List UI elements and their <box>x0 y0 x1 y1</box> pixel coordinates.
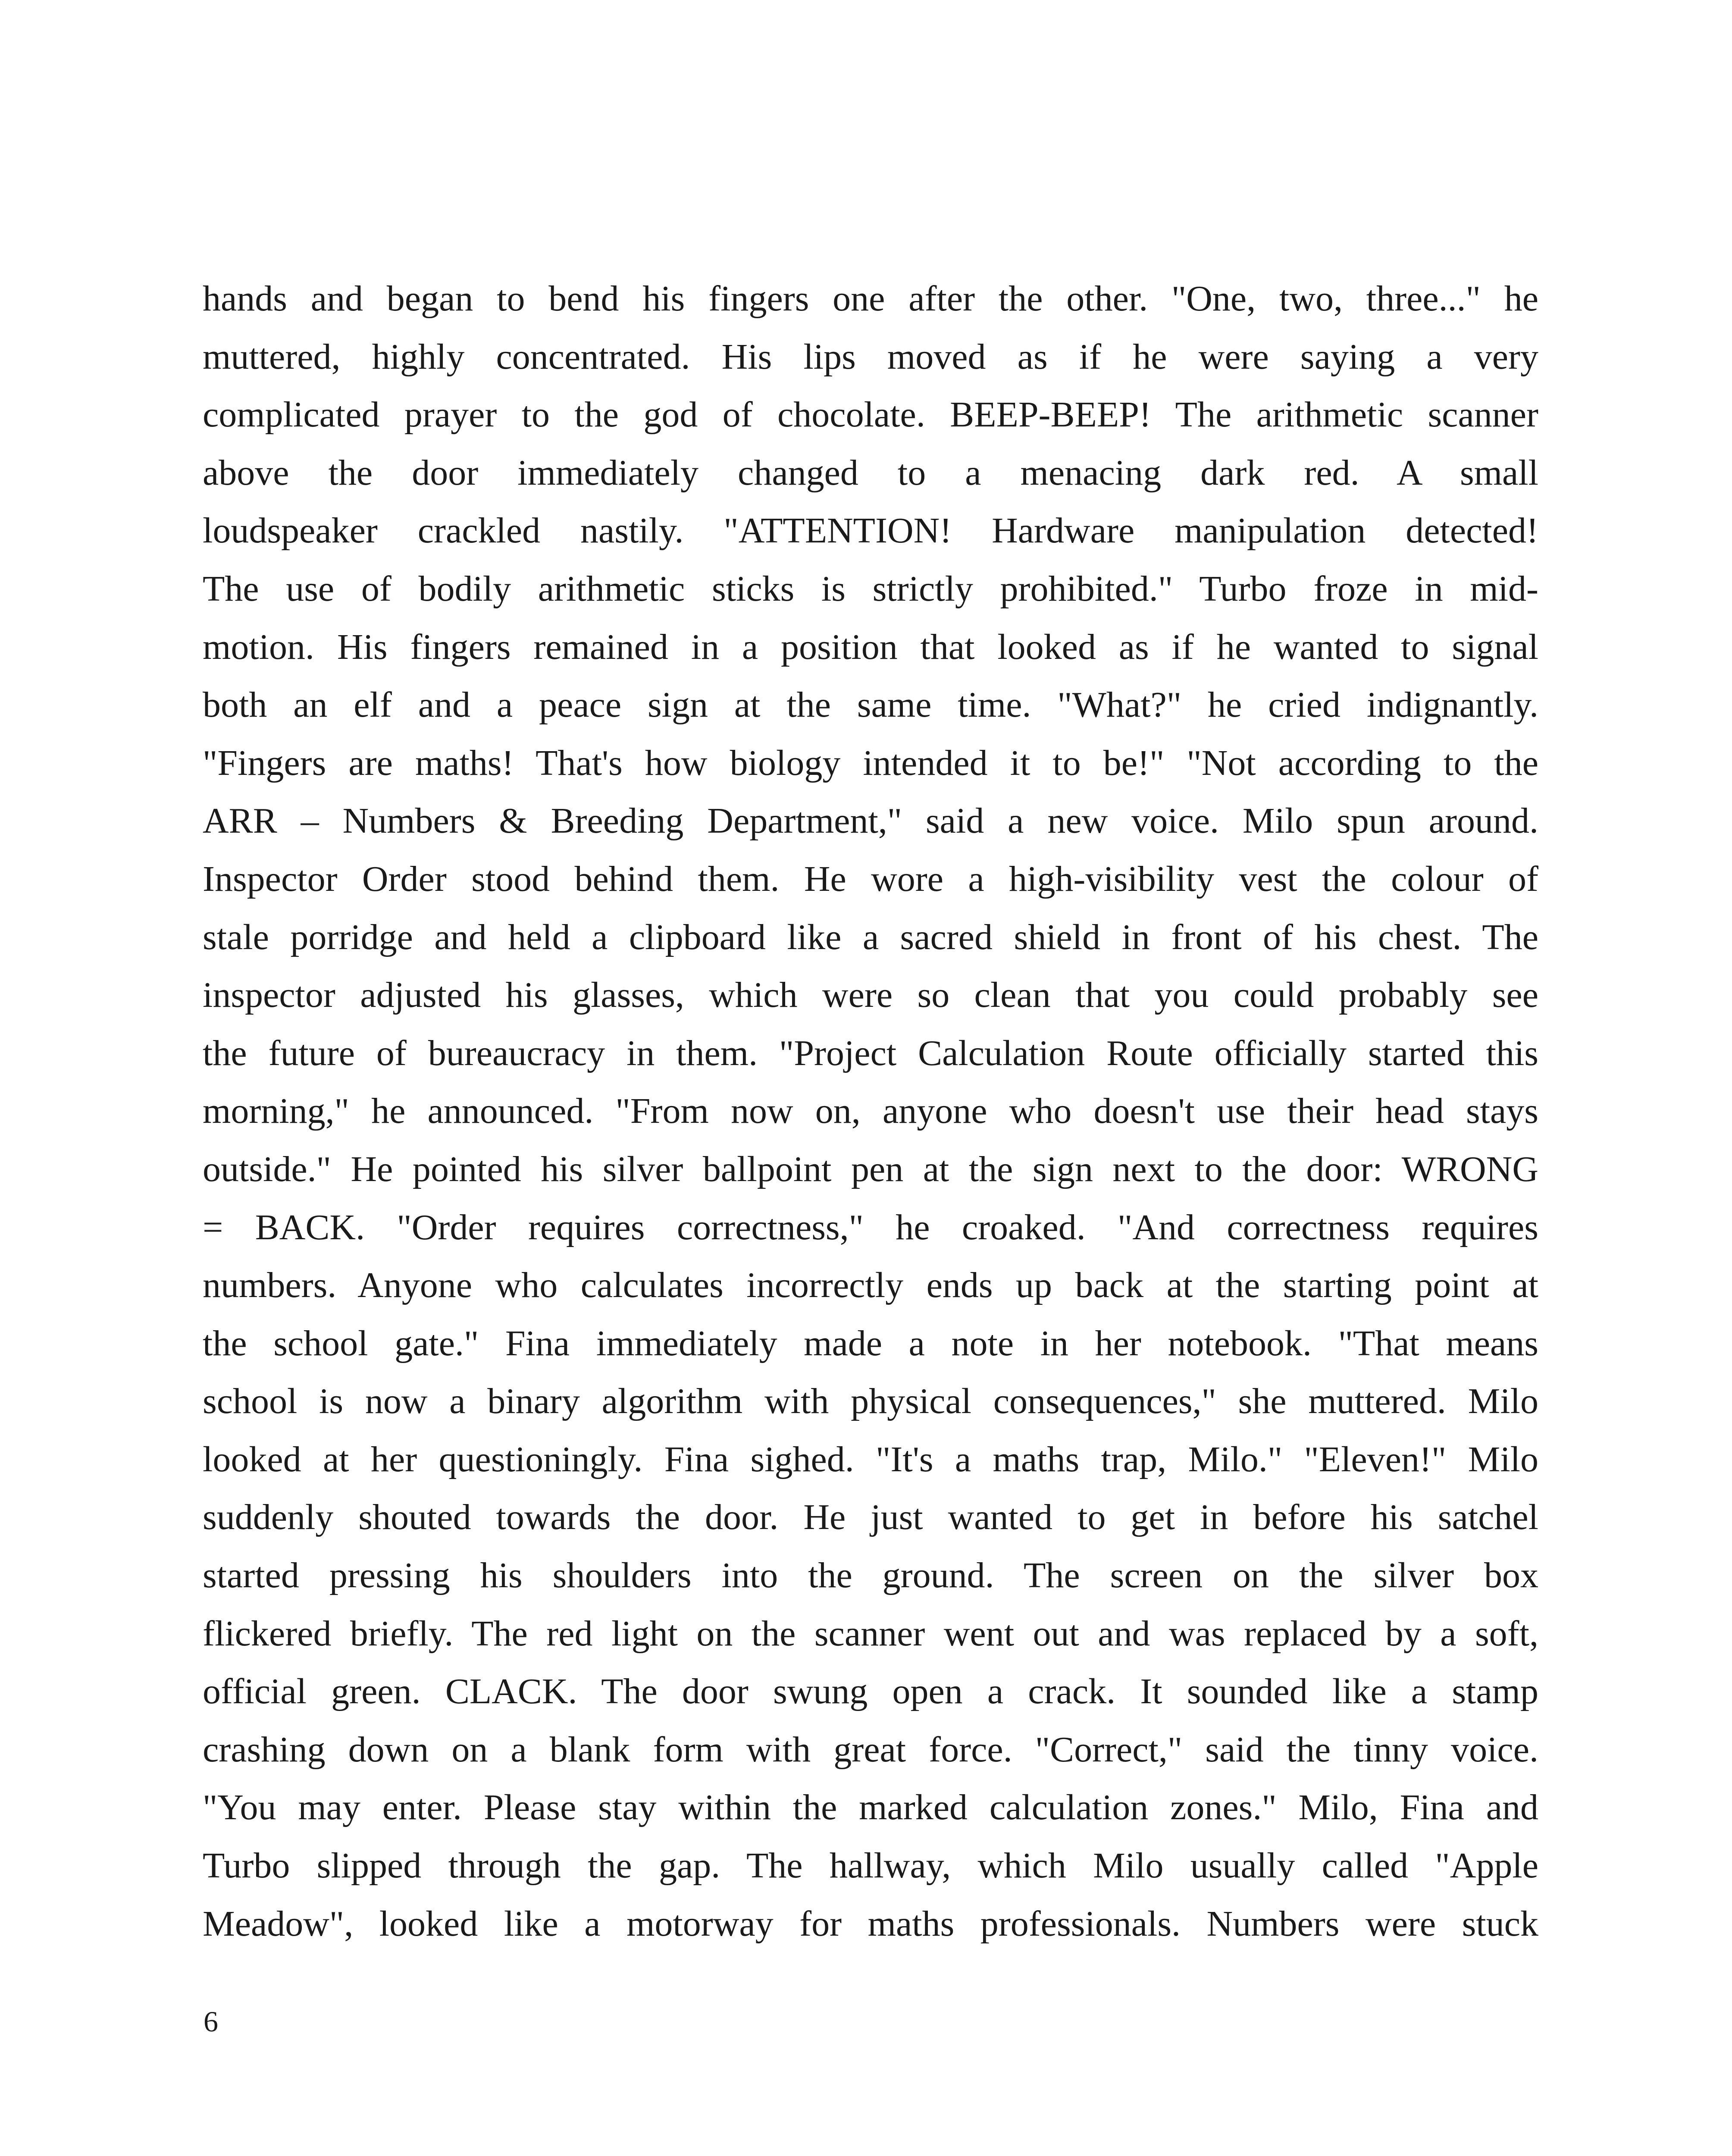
text-line-22: suddenly shouted towards the door. He just wanted to get in before his satchel <box>203 1497 1538 1538</box>
text-line-20: school is now a binary algorithm with physical consequences," she muttered. Milo <box>203 1381 1538 1422</box>
text-line-29: Meadow", looked like a motorway for maths professionals. Numbers were stuck <box>203 1903 1538 1944</box>
text-line-14: the future of bureaucracy in them. "Project Calculation Route officially started this <box>203 1033 1538 1073</box>
text-line-16: outside." He pointed his silver ballpoint pen at the sign next to the door: WRONG <box>203 1149 1538 1189</box>
text-line-15: morning," he announced. "From now on, anyone who doesn't use their head stays <box>203 1091 1538 1131</box>
text-line-10: ARR – Numbers & Breeding Department," said a new voice. Milo spun around. <box>203 801 1538 841</box>
text-line-9: "Fingers are maths! That's how biology intended it to be!" "Not according to the <box>203 743 1538 783</box>
body-text <box>203 270 1538 1953</box>
text-line-13: inspector adjusted his glasses, which were so clean that you could probably see <box>203 975 1538 1015</box>
text-line-17: = BACK. "Order requires correctness," he croaked. "And correctness requires <box>203 1207 1538 1247</box>
text-line-12: stale porridge and held a clipboard like a sacred shield in front of his chest. The <box>203 917 1538 957</box>
text-line-4: above the door immediately changed to a menacing dark red. A small <box>203 452 1538 493</box>
text-line-8: both an elf and a peace sign at the same time. "What?" he cried indignantly. <box>203 685 1538 725</box>
text-line-11: Inspector Order stood behind them. He wore a high-visibility vest the colour of <box>203 859 1538 899</box>
text-line-18: numbers. Anyone who calculates incorrectly ends up back at the starting point at <box>203 1265 1538 1306</box>
text-line-27: "You may enter. Please stay within the marked calculation zones." Milo, Fina and <box>203 1787 1538 1828</box>
text-line-5: loudspeaker crackled nastily. "ATTENTION! Hardware manipulation detected! <box>203 511 1538 551</box>
text-line-21: looked at her questioningly. Fina sighed. "It's a maths trap, Milo." "Eleven!" Milo <box>203 1439 1538 1479</box>
text-line-7: motion. His fingers remained in a position that looked as if he wanted to signal <box>203 627 1538 667</box>
text-line-26: crashing down on a blank form with great force. "Correct," said the tinny voice. <box>203 1729 1538 1770</box>
text-line-24: flickered briefly. The red light on the scanner went out and was replaced by a soft, <box>203 1613 1538 1654</box>
text-line-23: started pressing his shoulders into the ground. The screen on the silver box <box>203 1555 1538 1596</box>
text-line-19: the school gate." Fina immediately made a note in her notebook. "That means <box>203 1323 1538 1363</box>
text-line-3: complicated prayer to the god of chocolate. BEEP-BEEP! The arithmetic scanner <box>203 395 1538 435</box>
text-line-6: The use of bodily arithmetic sticks is strictly prohibited." Turbo froze in mid- <box>203 568 1538 609</box>
text-line-25: official green. CLACK. The door swung open a crack. It sounded like a stamp <box>203 1671 1538 1712</box>
text-line-1: hands and began to bend his fingers one after the other. "One, two, three..." he <box>203 279 1538 319</box>
text-line-2: muttered, highly concentrated. His lips moved as if he were saying a very <box>203 336 1538 377</box>
page-number: 6 <box>204 2005 218 2038</box>
text-line-28: Turbo slipped through the gap. The hallway, which Milo usually called "Apple <box>203 1846 1538 1886</box>
